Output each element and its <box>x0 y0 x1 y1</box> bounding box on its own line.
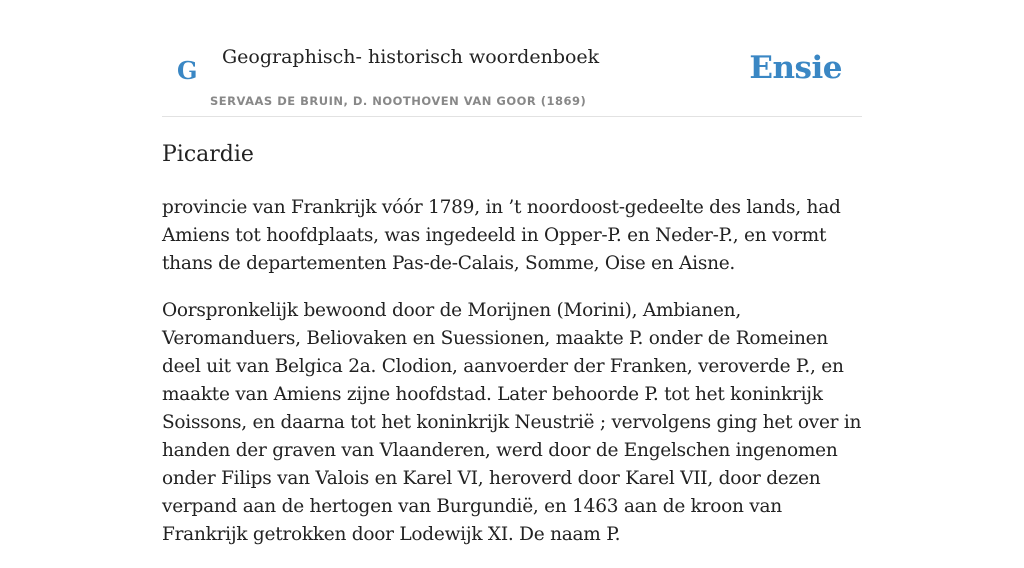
book-logo-icon[interactable]: G <box>177 56 198 85</box>
book-title-link[interactable]: Geographisch- historisch woordenboek <box>222 46 600 68</box>
book-authors: SERVAAS DE BRUIN, D. NOOTHOVEN VAN GOOR (1869) <box>210 94 587 108</box>
entry-paragraph-1: provincie van Frankrijk vóór 1789, in ’t noordoost-gedeelte des lands, had Amiens tot hoofdplaats, was ingedeeld in Opper-P. en Neder-P., en vormt thans de departementen Pas-de-Calais, Somme, Oise en Aisne. <box>162 197 841 274</box>
site-header <box>162 0 862 117</box>
entry-content <box>162 140 862 568</box>
entry-paragraph-2: Oorspronkelijk bewoond door de Morijnen (Morini), Ambianen, Veromanduers, Beliovaken en Suessionen, maakte P. onder de Romeinen deel uit van Belgica 2a. Clodion, aanvoerder der Franken, veroverde P., en maakte van Amiens zijne hoofdstad. Later behoorde P. tot het koninkrijk Soissons, en daarna tot het koninkrijk Neustrië ; vervolgens ging het over in handen der graven van Vlaanderen, werd door de Engelschen ingenomen onder Filips van Valois en Karel VI, heroverd door Karel VII, door dezen verpand aan de hertogen van Burgundië, en 1463 aan de kroon van Frankrijk getrokken door Lodewijk XI. De naam P. <box>162 300 862 545</box>
entry-title: Picardie <box>162 142 254 167</box>
ensie-logo[interactable]: Ensie <box>749 50 842 86</box>
